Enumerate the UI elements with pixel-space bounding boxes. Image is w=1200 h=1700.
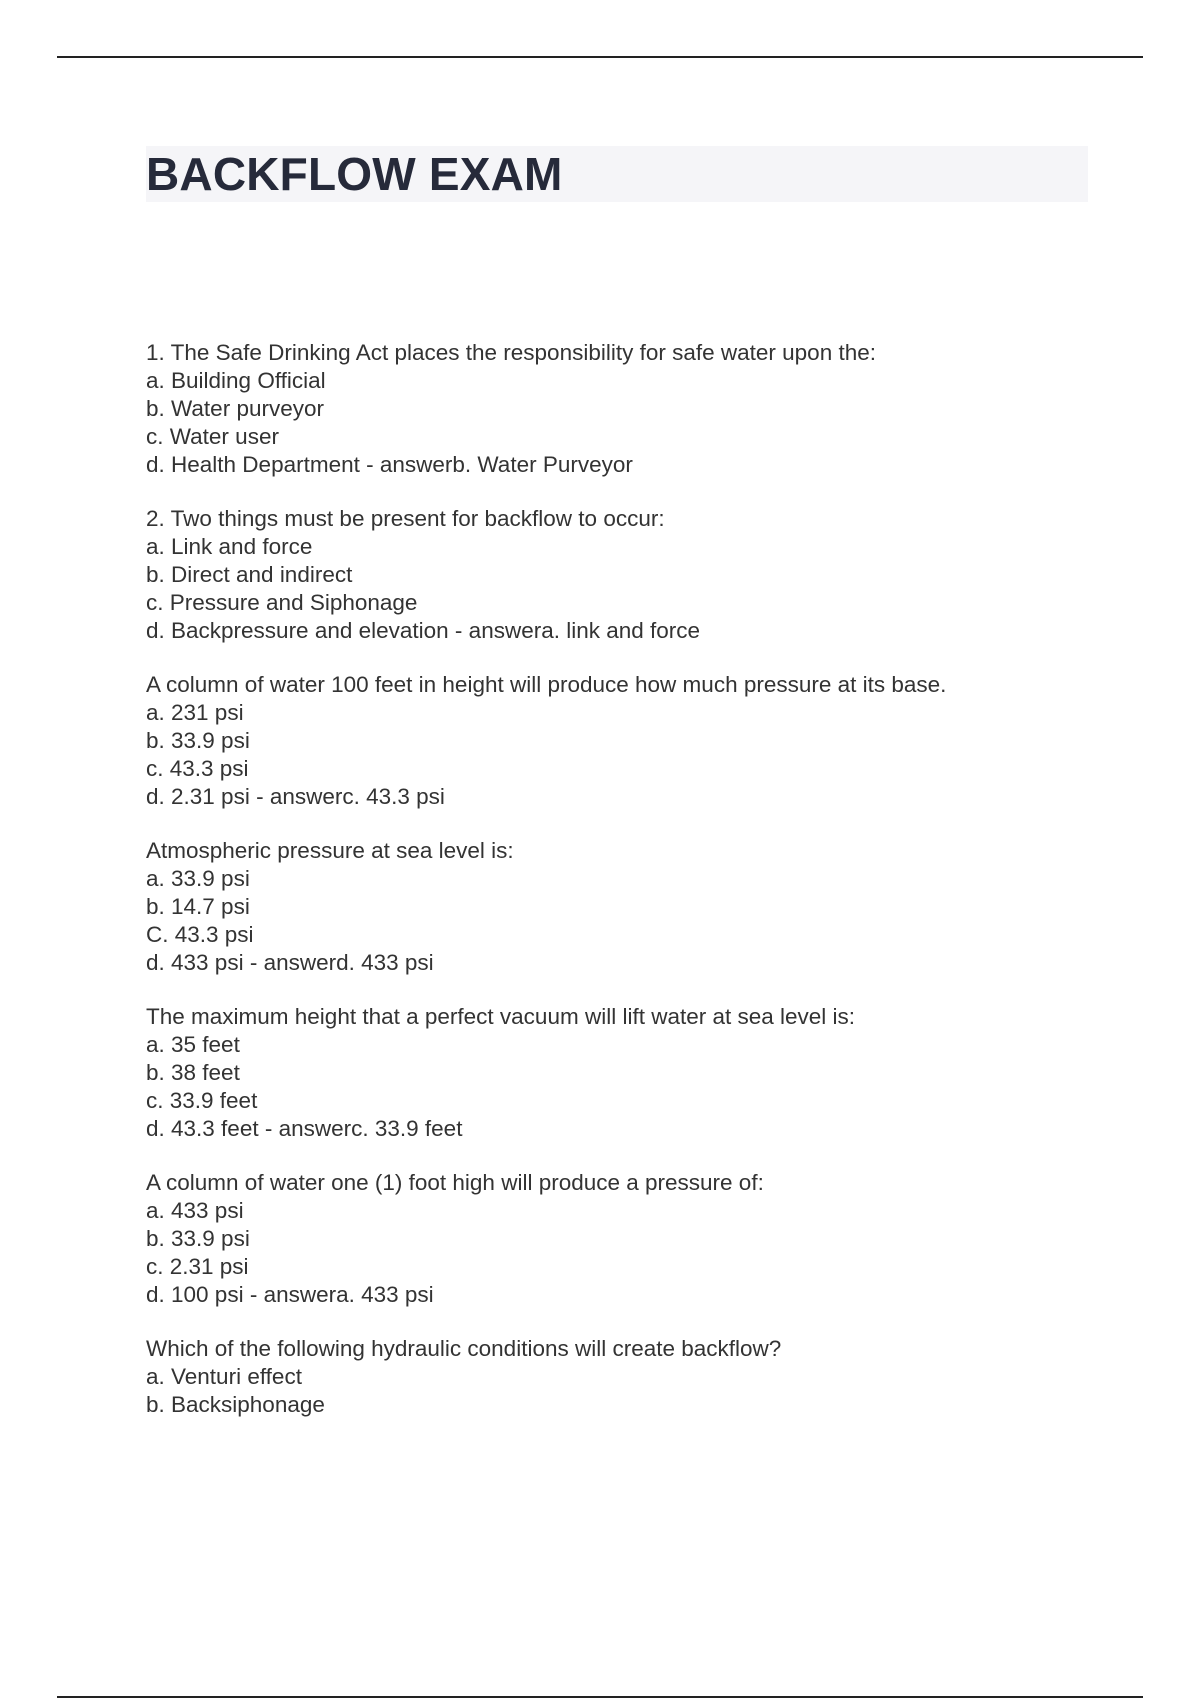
answer-option: C. 43.3 psi: [146, 922, 254, 947]
answer-option: d. 2.31 psi - answerc. 43.3 psi: [146, 784, 445, 809]
answer-option: b. Direct and indirect: [146, 562, 353, 587]
answer-option: d. 433 psi - answerd. 433 psi: [146, 950, 434, 975]
answer-option: c. 2.31 psi: [146, 1254, 249, 1279]
answer-option: c. Water user: [146, 424, 279, 449]
page-title: BACKFLOW EXAM: [146, 148, 563, 200]
answer-option: c. 33.9 feet: [146, 1088, 258, 1113]
answer-option: b. 33.9 psi: [146, 728, 250, 753]
question-block: [146, 671, 1106, 811]
answer-option: b. Water purveyor: [146, 396, 324, 421]
answer-option: b. 38 feet: [146, 1060, 240, 1085]
answer-option: a. 433 psi: [146, 1198, 244, 1223]
answer-option: d. 43.3 feet - answerc. 33.9 feet: [146, 1116, 463, 1141]
question-prompt: 2. Two things must be present for backflow to occur:: [146, 506, 665, 531]
question-prompt: A column of water 100 feet in height will produce how much pressure at its base.: [146, 672, 947, 697]
answer-option: d. Backpressure and elevation - answera. link and force: [146, 618, 701, 643]
question-prompt: A column of water one (1) foot high will produce a pressure of:: [146, 1170, 764, 1195]
question-block: [146, 339, 1106, 479]
question-block: [146, 1003, 1106, 1143]
answer-option: a. Link and force: [146, 534, 313, 559]
answer-option: a. 35 feet: [146, 1032, 240, 1057]
answer-option: d. 100 psi - answera. 433 psi: [146, 1282, 434, 1307]
question-prompt: Which of the following hydraulic conditions will create backflow?: [146, 1336, 782, 1361]
question-prompt: Atmospheric pressure at sea level is:: [146, 838, 514, 863]
answer-option: b. 33.9 psi: [146, 1226, 250, 1251]
question-block: [146, 837, 1106, 977]
answer-option: a. Venturi effect: [146, 1364, 302, 1389]
question-prompt: 1. The Safe Drinking Act places the responsibility for safe water upon the:: [146, 340, 876, 365]
answer-option: c. Pressure and Siphonage: [146, 590, 418, 615]
question-prompt: The maximum height that a perfect vacuum will lift water at sea level is:: [146, 1004, 856, 1029]
answer-option: a. 231 psi: [146, 700, 244, 725]
question-block: [146, 505, 1106, 645]
question-block: [146, 1169, 1106, 1309]
answer-option: a. Building Official: [146, 368, 326, 393]
answer-option: c. 43.3 psi: [146, 756, 249, 781]
answer-option: a. 33.9 psi: [146, 866, 250, 891]
question-list: [146, 339, 1106, 1445]
top-divider: [57, 56, 1143, 58]
question-block: [146, 1335, 1106, 1419]
answer-option: b. Backsiphonage: [146, 1392, 325, 1417]
answer-option: d. Health Department - answerb. Water Purveyor: [146, 452, 633, 477]
answer-option: b. 14.7 psi: [146, 894, 250, 919]
bottom-divider: [57, 1696, 1143, 1698]
